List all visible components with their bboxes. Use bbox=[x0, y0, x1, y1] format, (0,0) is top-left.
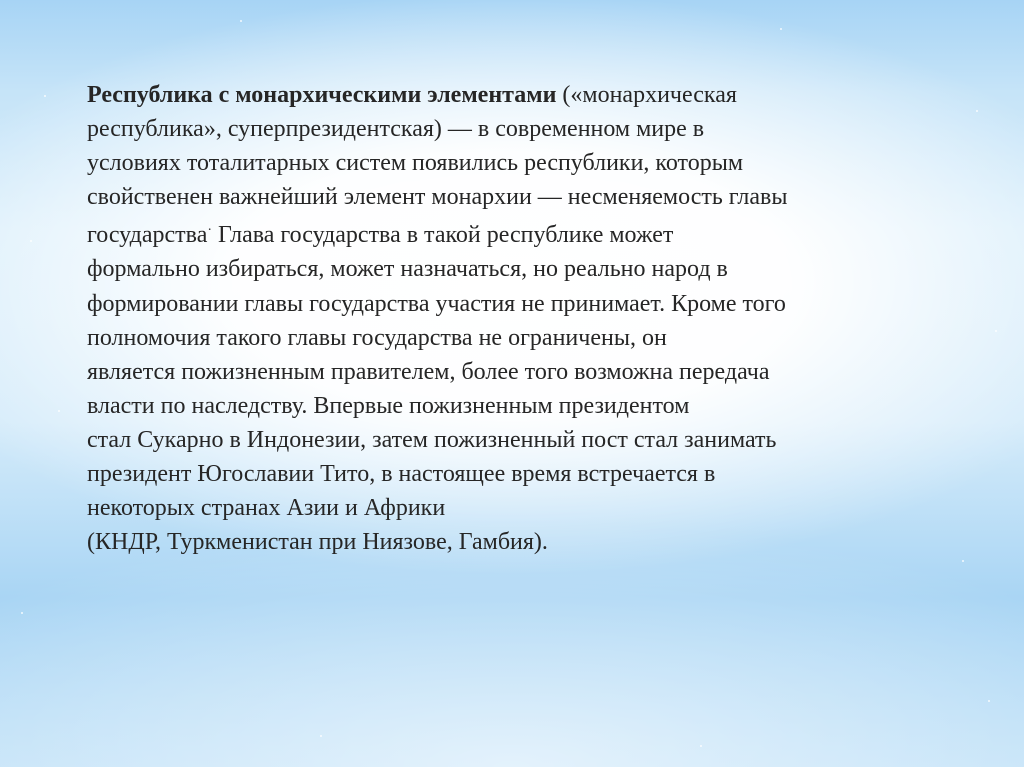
text-line: некоторых странах Азии и Африки bbox=[87, 495, 446, 522]
text-line: стал Сукарно в Индонезии, затем пожизненный пост стал занимать bbox=[87, 426, 777, 453]
sparkle-dot bbox=[240, 20, 242, 22]
text-line: свойственен важнейший элемент монархии — несменяемость главы bbox=[87, 184, 788, 211]
sparkle-dot bbox=[58, 410, 60, 412]
text-line: Республика с монархическими элементами («монархическая bbox=[87, 82, 737, 108]
sparkle-dot bbox=[976, 110, 978, 112]
sparkle-dot bbox=[700, 745, 702, 747]
body-paragraph bbox=[87, 78, 917, 559]
text-line: формировании главы государства участия не принимает. Кроме того bbox=[87, 290, 786, 317]
text-line: власти по наследству. Впервые пожизненным президентом bbox=[87, 392, 690, 419]
text-line: (КНДР, Туркменистан при Ниязове, Гамбия). bbox=[87, 529, 548, 556]
sparkle-dot bbox=[962, 560, 964, 562]
sparkle-dot bbox=[780, 28, 782, 30]
sparkle-dot bbox=[988, 700, 990, 702]
text-line: формально избираться, может назначаться, но реально народ в bbox=[87, 256, 728, 283]
middle-dot: · bbox=[207, 223, 213, 239]
text-line: президент Югославии Тито, в настоящее время встречается в bbox=[87, 461, 716, 488]
text-line: условиях тоталитарных систем появились республики, которым bbox=[87, 150, 744, 177]
sparkle-dot bbox=[995, 330, 997, 332]
sparkle-dot bbox=[44, 95, 46, 97]
text-line: полномочия такого главы государства не ограничены, он bbox=[87, 324, 667, 351]
sparkle-dot bbox=[21, 612, 23, 614]
defined-term: Республика с монархическими элементами bbox=[87, 82, 557, 108]
text-line: государства· Глава государства в такой республике может bbox=[87, 222, 674, 249]
text-line: является пожизненным правителем, более того возможна передача bbox=[87, 358, 770, 385]
text-line: республика», суперпрезидентская) — в современном мире в bbox=[87, 116, 705, 143]
sparkle-dot bbox=[30, 240, 32, 242]
sparkle-dot bbox=[320, 735, 322, 737]
